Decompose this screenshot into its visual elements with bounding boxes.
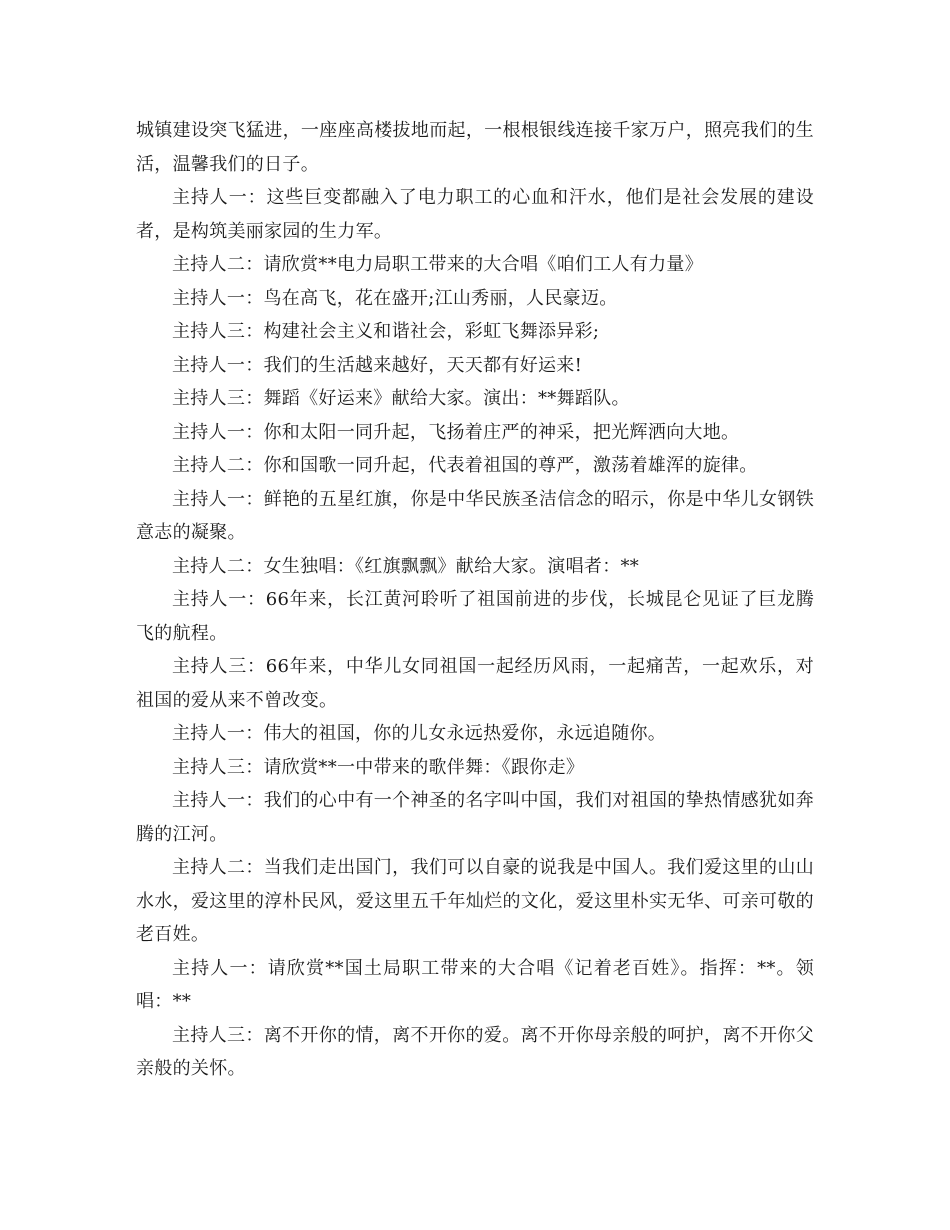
paragraph-host-one: 主持人一：我们的心中有一个神圣的名字叫中国，我们对祖国的挚热情感犹如奔腾的江河。 [136, 790, 814, 845]
paragraph-host-one: 主持人一：这些巨变都融入了电力职工的心血和汗水，他们是社会发展的建设者，是构筑美丽家园的生力军。 [136, 187, 814, 242]
paragraph-host-two: 主持人二：你和国歌一同升起，代表着祖国的尊严，激荡着雄浑的旋律。 [172, 455, 758, 476]
paragraph-host-one: 主持人一：鲜艳的五星红旗，你是中华民族圣洁信念的昭示，你是中华儿女钢铁意志的凝聚。 [136, 488, 814, 543]
paragraph-host-one: 主持人一：请欣赏**国土局职工带来的大合唱《记着老百姓》。指挥：**。领唱：** [136, 957, 814, 1012]
paragraph-host-three: 主持人三：请欣赏**一中带来的歌伴舞：《跟你走》 [172, 756, 585, 778]
document-page [136, 114, 814, 1086]
paragraph-host-one: 主持人一：伟大的祖国，你的儿女永远热爱你，永远追随你。 [172, 723, 667, 744]
paragraph-host-two: 主持人二：请欣赏**电力局职工带来的大合唱《咱们工人有力量》 [172, 254, 703, 275]
paragraph-host-three: 主持人三：66年来，中华儿女同祖国一起经历风雨，一起痛苦，一起欢乐，对祖国的爱从来不曾改变。 [136, 656, 814, 711]
paragraph-host-three: 主持人三：离不开你的情，离不开你的爱。离不开你母亲般的呵护，离不开你父亲般的关怀。 [136, 1024, 814, 1079]
paragraph-host-three: 主持人三：构建社会主义和谐社会，彩虹飞舞添异彩; [172, 321, 600, 342]
paragraph-host-two: 主持人二：当我们走出国门，我们可以自豪的说我是中国人。我们爱这里的山山水水，爱这里的淳朴民风，爱这里五千年灿烂的文化，爱这里朴实无华、可亲可敬的老百姓。 [136, 857, 814, 945]
paragraph-host-one: 主持人一：你和太阳一同升起，飞扬着庄严的神采，把光辉洒向大地。 [172, 421, 740, 443]
paragraph-continuation: 城镇建设突飞猛进，一座座高楼拔地而起，一根根银线连接千家万户，照亮我们的生活，温馨我们的日子。 [136, 120, 814, 175]
paragraph-host-one: 主持人一：鸟在高飞，花在盛开;江山秀丽，人民豪迈。 [172, 287, 618, 309]
paragraph-host-two: 主持人二：女生独唱：《红旗飘飘》献给大家。演唱者：** [172, 555, 640, 577]
paragraph-host-one: 主持人一：我们的生活越来越好，天天都有好运来! [172, 354, 583, 376]
paragraph-host-one: 主持人一：66年来，长江黄河聆听了祖国前进的步伐，长城昆仑见证了巨龙腾飞的航程。 [136, 589, 814, 644]
paragraph-host-three: 主持人三：舞蹈《好运来》献给大家。演出：**舞蹈队。 [172, 388, 630, 409]
